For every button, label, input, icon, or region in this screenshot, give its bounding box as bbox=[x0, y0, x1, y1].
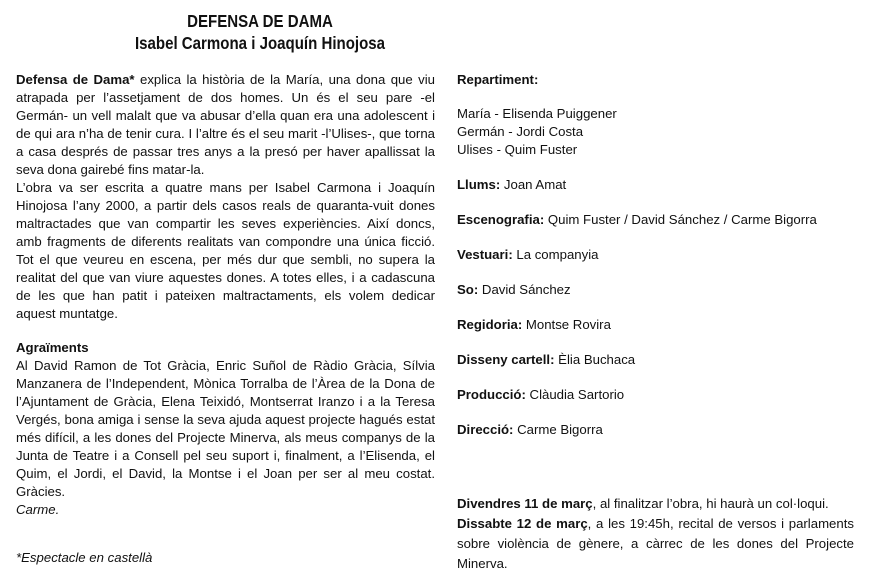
events bbox=[457, 494, 854, 574]
crew-item: Disseny cartell: Èlia Buchaca bbox=[457, 352, 636, 367]
crew-item: So: David Sánchez bbox=[457, 282, 571, 297]
signature: Carme. bbox=[16, 502, 60, 517]
crew-item: Direcció: Carme Bigorra bbox=[457, 422, 603, 437]
intro-text: explica la història de la María, una dona que viu atrapada per l’assetjament de dos homes. Un és el seu pare -el Germán- un vell malalt que va abusar d’ella quan era una adolescent i de qui ara n’ha de tenir cura. I l’altre és el seu marit -l’Ulises-, que torna a casa després de passar tres anys a la presó per haver apallissat la seva dona gairebé fins matar-la. bbox=[16, 72, 435, 177]
cast-heading: Repartiment: bbox=[457, 72, 539, 87]
page-title bbox=[36, 10, 483, 54]
cast-member: Germán - Jordi Costa bbox=[457, 124, 584, 139]
event-item: Divendres 11 de març, al finalitzar l’obra, hi haurà un col·loqui. bbox=[457, 496, 829, 511]
thanks-text: Al David Ramon de Tot Gràcia, Enric Suñol de Ràdio Gràcia, Sílvia Manzanera de l’Independent, Mònica Torralba de l’Àrea de la Dona de l’Ajuntament de Gràcia, Elena Teixidó, Montserrat Iranzo i a la Teresa Vergés, bona amiga i sense la seva ajuda aquest projecte hagués estat més difícil, a les dones del Projecte Minerva, als meus companys de la Junta de Teatre i a Consell pel seu suport i, finalment, a l’Elisenda, el Quim, el Jordi, el David, la Montse i el Joan per ser al meu costat. Gràcies. bbox=[16, 358, 435, 499]
crew-item: Llums: Joan Amat bbox=[457, 177, 567, 192]
intro-paragraph-1 bbox=[16, 71, 435, 179]
intro-paragraph-2: L’obra va ser escrita a quatre mans per Isabel Carmona i Joaquín Hinojosa l’any 2000, a partir dels casos reals de quaranta-vuit dones maltractades que van compartir les seves experiències. Així doncs, amb fragments de diferents realitats van compondre una única ficció. Tot el que veureu en escena, per més dur que sembli, no supera la realitat del que van viure aquestes dones. A totes elles, i a cadascuna de les que han patit i pateixen maltractaments, els volem dedicar aquest muntatge. bbox=[16, 180, 435, 321]
play-authors: Isabel Carmona i Joaquín Hinojosa bbox=[134, 33, 386, 53]
right-column bbox=[457, 71, 854, 456]
footnote: *Espectacle en castellà bbox=[16, 550, 153, 565]
cast-member: María - Elisenda Puiggener bbox=[457, 106, 617, 121]
thanks-heading: Agraïments bbox=[16, 340, 89, 355]
event-item: Dissabte 12 de març, a les 19:45h, recital de versos i parlaments sobre violència de gènere, a càrrec de les dones del Projecte Minerva. bbox=[457, 516, 854, 571]
crew-item: Regidoria: Montse Rovira bbox=[457, 317, 611, 332]
crew-item: Vestuari: La companyia bbox=[457, 247, 599, 262]
crew-item: Producció: Clàudia Sartorio bbox=[457, 387, 625, 402]
play-title: DEFENSA DE DAMA bbox=[187, 11, 333, 31]
crew-list bbox=[457, 176, 854, 439]
cast-member: Ulises - Quim Fuster bbox=[457, 142, 578, 157]
left-column bbox=[16, 71, 435, 519]
crew-item: Escenografia: Quim Fuster / David Sánchez / Carme Bigorra bbox=[457, 212, 817, 227]
intro-lead: Defensa de Dama* bbox=[16, 72, 135, 87]
